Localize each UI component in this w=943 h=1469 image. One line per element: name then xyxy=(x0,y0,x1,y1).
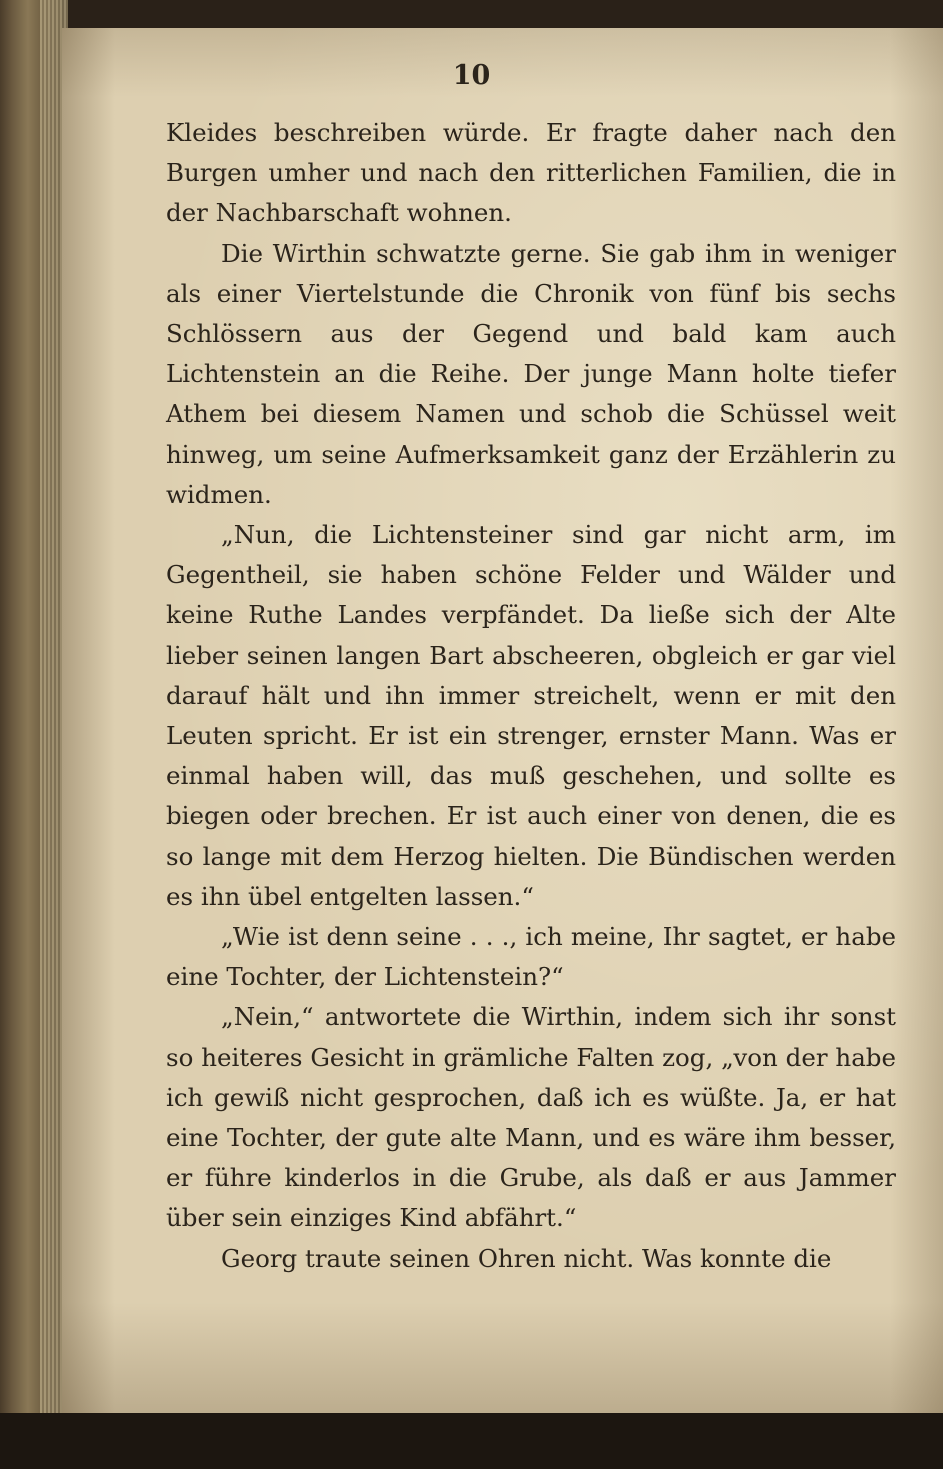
paragraph: Kleides beschreiben würde. Er fragte daher nach den Burgen umher und nach den ritterlichen Familien, die in der Nachbarschaft wohnen. xyxy=(166,118,896,228)
body-text xyxy=(166,113,896,1279)
paragraph: Georg traute seinen Ohren nicht. Was konnte die xyxy=(221,1243,832,1273)
scan-background xyxy=(0,1413,943,1469)
paragraph: „Nun, die Lichtensteiner sind gar nicht arm, im Gegentheil, sie haben schöne Felder und Wälder und keine Ruthe Landes verpfändet. Da ließe sich der Alte lieber seinen langen Bart abscheeren, obgleich er gar viel darauf hält und ihn immer streichelt, wenn er mit den Leuten spricht. Er ist ein strenger, ernster Mann. Was er einmal haben will, das muß geschehen, und sollte es biegen oder brechen. Er ist auch einer von denen, die es so lange mit dem Herzog hielten. Die Bündischen werden es ihn übel entgelten lassen.“ xyxy=(166,520,896,911)
paragraph: „Nein,“ antwortete die Wirthin, indem sich ihr sonst so heiteres Gesicht in grämliche Falten zog, „von der habe ich gewiß nicht gesprochen, daß ich es wüßte. Ja, er hat eine Tochter, der gute alte Mann, und es wäre ihm besser, er führe kinderlos in die Grube, als daß er aus Jammer über sein einziges Kind abfährt.“ xyxy=(166,1002,896,1233)
paragraph: Die Wirthin schwatzte gerne. Sie gab ihm in weniger als einer Viertelstunde die Chronik von fünf bis sechs Schlössern aus der Gegend und bald kam auch Lichtenstein an die Reihe. Der junge Mann holte tiefer Athem bei diesem Namen und schob die Schüssel weit hinweg, um seine Aufmerksamkeit ganz der Erzählerin zu widmen. xyxy=(166,238,896,509)
page-number: 10 xyxy=(452,60,491,91)
paragraph: „Wie ist denn seine . . ., ich meine, Ihr sagtet, er habe eine Tochter, der Lichtenstein?“ xyxy=(166,922,896,992)
